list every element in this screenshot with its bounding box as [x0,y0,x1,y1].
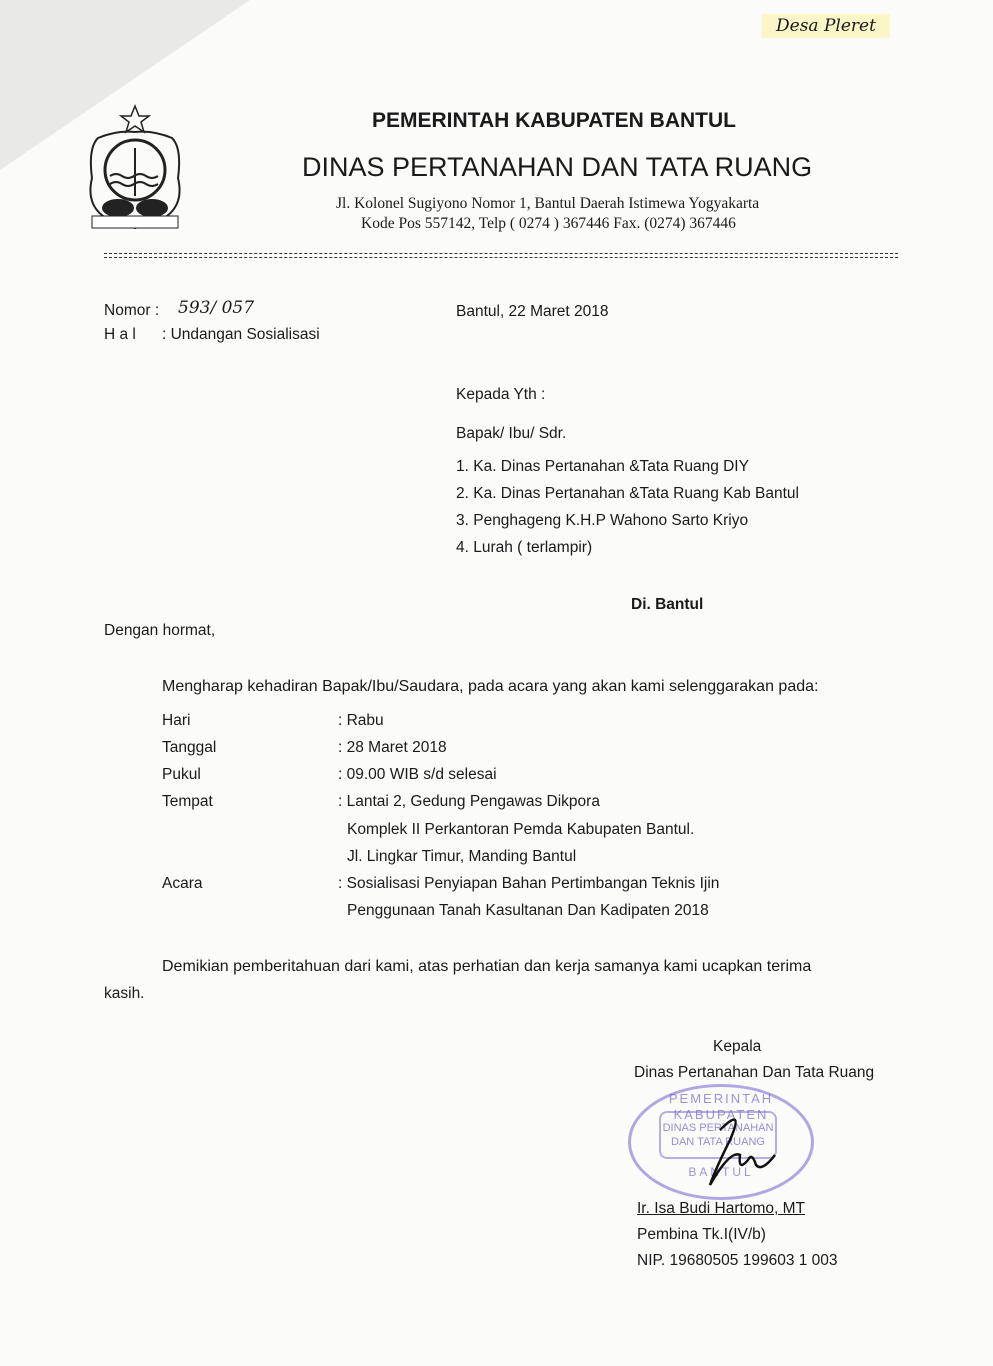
detail-value: : Lantai 2, Gedung Pengawas Dikpora [338,793,600,810]
detail-label: Pukul [162,766,201,783]
recipient-item: 3. Penghageng K.H.P Wahono Sarto Kriyo [456,512,749,529]
regency-logo [78,88,193,238]
signature-scribble [690,1110,780,1190]
letter-date: Bantul, 22 Maret 2018 [456,303,609,320]
detail-label: Acara [162,875,203,892]
stamp-center-text: DINAS PERTANAHAN DAN TATA RUANG [659,1111,777,1159]
stamp-ring-text: PEMERINTAH KABUPATEN [668,1091,774,1122]
divider [104,257,898,258]
signatory-nip: NIP. 19680505 199603 1 003 [637,1252,838,1269]
signatory-rank: Pembina Tk.I(IV/b) [637,1226,766,1243]
agency-title: DINAS PERTANAHAN DAN TATA RUANG [302,152,813,182]
signatory-title: Kepala [713,1038,762,1055]
recipient-place: Di. Bantul [631,596,704,613]
detail-label: Tempat [162,793,213,810]
hal-value: : Undangan Sosialisasi [162,326,320,343]
detail-value: Komplek II Perkantoran Pemda Kabupaten Bantul. [347,821,695,838]
kepada: Kepada Yth : [456,386,546,403]
hal-label: H a l [104,326,136,343]
nomor-value: 593/ 057 [178,298,255,318]
recipient-item: 1. Ka. Dinas Pertanahan &Tata Ruang DIY [456,458,749,475]
detail-value: Jl. Lingkar Timur, Manding Bantul [347,848,577,865]
address: Jl. Kolonel Sugiyono Nomor 1, Bantul Daerah Istimewa Yogyakarta [336,195,760,212]
detail-value: Penggunaan Tanah Kasultanan Dan Kadipaten 2018 [347,902,709,919]
closing: Demikian pemberitahuan dari kami, atas perhatian dan kerja samanya kami ucapkan terima [162,958,812,975]
detail-value: : Sosialisasi Penyiapan Bahan Pertimbangan Teknis Ijin [338,875,720,892]
stamp-bottom-text: BANTUL [688,1165,754,1179]
greeting: Dengan hormat, [104,622,216,639]
recipient-item: 4. Lurah ( terlampir) [456,539,593,556]
divider [104,253,898,254]
signatory-name: Ir. Isa Budi Hartomo, MT [637,1200,805,1217]
nomor-label: Nomor : [104,302,160,319]
handwritten-annotation: Desa Pleret [762,14,890,38]
detail-value: : 09.00 WIB s/d selesai [338,766,497,783]
closing-end: kasih. [104,985,145,1002]
detail-label: Hari [162,712,191,729]
intro: Mengharap kehadiran Bapak/Ibu/Saudara, pada acara yang akan kami selenggarakan pada: [162,678,819,695]
detail-label: Tanggal [162,739,217,756]
recipient-item: 2. Ka. Dinas Pertanahan &Tata Ruang Kab Bantul [456,485,799,502]
detail-value: : 28 Maret 2018 [338,739,447,756]
detail-value: : Rabu [338,712,384,729]
contact: Kode Pos 557142, Telp ( 0274 ) 367446 Fax. (0274) 367446 [361,215,736,232]
government-title: PEMERINTAH KABUPATEN BANTUL [372,109,736,132]
signatory-agency: Dinas Pertanahan Dan Tata Ruang [634,1064,875,1081]
salutation: Bapak/ Ibu/ Sdr. [456,425,567,442]
